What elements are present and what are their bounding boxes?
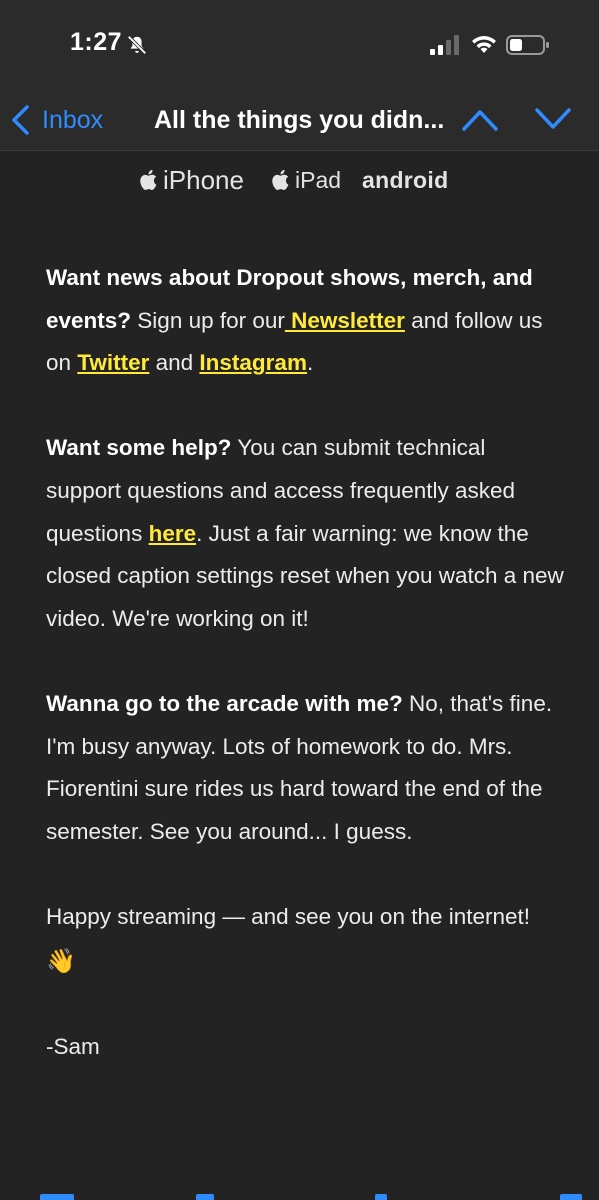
back-button-label: Inbox: [42, 105, 104, 134]
closing-paragraph: [46, 896, 566, 983]
signature: -Sam: [46, 1033, 100, 1059]
bell-slash-icon: [126, 34, 148, 56]
help-text-1: You can submit technical support questions and access frequently asked questions: [46, 435, 516, 546]
news-text-2: and follow us on: [46, 307, 543, 376]
status-time: 1:27: [70, 28, 123, 56]
bottom-toolbar: [0, 1188, 599, 1200]
waving-hand-icon: 👋: [46, 947, 76, 975]
iphone-label: iPhone: [163, 164, 244, 195]
apple-logo-icon: [270, 169, 290, 191]
chevron-down-icon[interactable]: [533, 102, 573, 136]
news-text-4: .: [306, 350, 314, 376]
twitter-link[interactable]: Twitter: [77, 350, 150, 376]
chevron-left-icon: [10, 104, 32, 136]
android-app-link[interactable]: [362, 160, 448, 200]
help-here-link[interactable]: here: [148, 520, 197, 546]
battery-icon: [506, 35, 550, 55]
news-lead: Want news about Dropout shows, merch, and events?: [46, 265, 533, 333]
folder-icon[interactable]: [196, 1194, 214, 1200]
arcade-paragraph: [46, 683, 566, 853]
wifi-icon: [470, 33, 498, 55]
help-paragraph: [46, 427, 566, 640]
chevron-up-icon[interactable]: [460, 102, 500, 136]
cellular-signal-icon: [430, 35, 462, 55]
news-paragraph: [46, 257, 566, 385]
archive-icon[interactable]: [40, 1194, 74, 1200]
status-bar: [0, 0, 599, 90]
instagram-link[interactable]: Instagram: [199, 350, 307, 376]
android-label: android: [362, 166, 449, 193]
arcade-lead: Wanna go to the arcade with me?: [46, 690, 403, 716]
back-to-inbox-button[interactable]: [10, 100, 103, 140]
help-lead: Want some help?: [46, 435, 232, 461]
email-subject-title: All the things you didn...: [154, 106, 445, 134]
closing-text: Happy streaming — and see you on the internet!: [46, 903, 531, 929]
ipad-app-link[interactable]: [270, 160, 341, 200]
ipad-label: iPad: [295, 166, 342, 193]
mail-navigation-bar: [0, 90, 599, 151]
arcade-text: No, that's fine. I'm busy anyway. Lots of homework to do. Mrs. Fiorentini sure rides us hard toward the end of the semester. See you around... I guess.: [46, 690, 553, 844]
iphone-app-link[interactable]: [138, 160, 244, 200]
news-text-1: Sign up for our: [131, 307, 285, 333]
apple-logo-icon: [138, 169, 158, 191]
platform-links: [0, 160, 599, 200]
news-text-3: and: [149, 350, 200, 376]
email-body: [46, 257, 566, 1111]
reply-icon[interactable]: [375, 1194, 387, 1200]
newsletter-link[interactable]: Newsletter: [284, 307, 405, 333]
help-text-2: . Just a fair warning: we know the closed caption settings reset when you watch a new video. We're working on it!: [46, 520, 564, 631]
compose-icon[interactable]: [560, 1194, 582, 1200]
